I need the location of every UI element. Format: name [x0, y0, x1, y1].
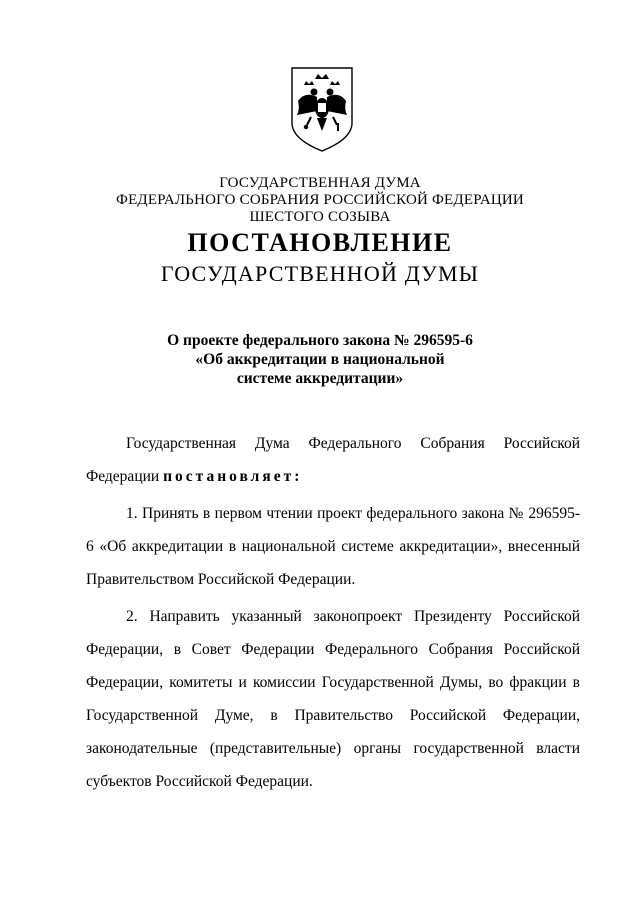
subject-line-3: системе аккредитации»: [236, 370, 404, 387]
header-line-3: ШЕСТОГО СОЗЫВА: [249, 209, 391, 225]
intro-text: Государственная Дума Федерального Собрания Российской Федерации: [86, 435, 580, 485]
document-subtitle: ГОСУДАРСТВЕННОЙ ДУМЫ: [160, 261, 480, 286]
item-1-paragraph: 1. Принять в первом чтении проект федерального закона № 296595-6 «Об аккредитации в национальной системе аккредитации», внесенный Правительством Российской Федерации.: [86, 505, 580, 588]
item-2-paragraph: 2. Направить указанный законопроект Президенту Российской Федерации, в Совет Федерации Федерального Собрания Российской Федерации, комитеты и комиссии Государственной Думы, во фракции в Государственной Думе, в Правительство Российской Федерации, законодательные (представительные) органы государственной власти субъектов Российской Федерации.: [86, 608, 580, 790]
decision-word: постановляет:: [163, 468, 303, 485]
subject-line-1: О проекте федерального закона № 296595-6: [167, 332, 473, 349]
bill-subject: [0, 331, 640, 388]
issuer-header: [0, 175, 640, 226]
header-line-2: ФЕДЕРАЛЬНОГО СОБРАНИЯ РОССИЙСКОЙ ФЕДЕРАЦИИ: [116, 192, 524, 208]
subject-line-2: «Об аккредитации в национальной: [195, 351, 445, 368]
intro-paragraph: [86, 427, 580, 493]
coat-of-arms-icon: [287, 65, 357, 155]
resolution-body: [86, 427, 580, 798]
header-line-1: ГОСУДАРСТВЕННАЯ ДУМА: [219, 175, 421, 191]
document-title: ПОСТАНОВЛЕНИЕ: [187, 228, 453, 257]
